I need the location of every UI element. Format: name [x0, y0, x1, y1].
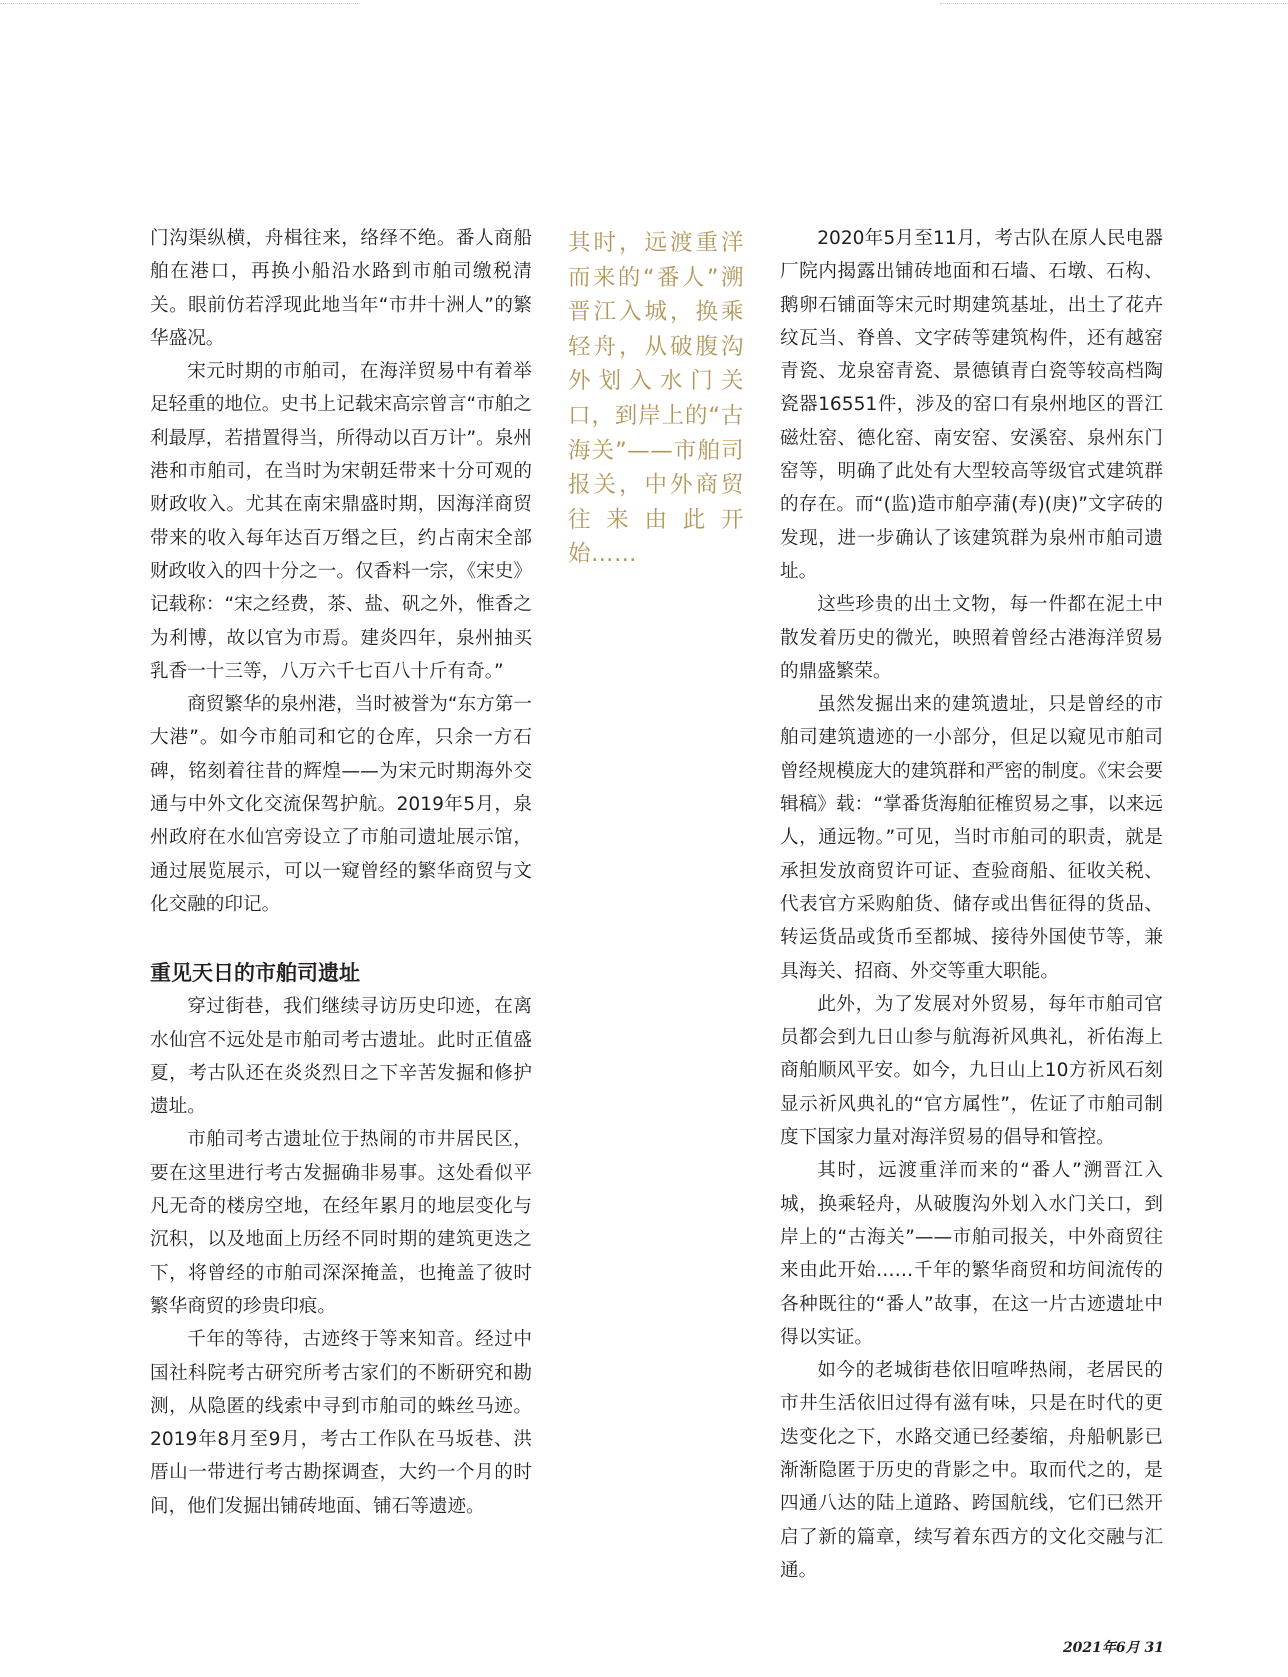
section-heading: 重见天日的市舶司遗址: [150, 961, 360, 986]
paragraph: 虽然发掘出来的建筑遗址，只是曾经的市舶司建筑遗迹的一小部分，但足以窥见市舶司曾经规模庞大的建筑群和严密的制度。《宋会要辑稿》载：“掌番货海舶征榷贸易之事，以来远人，通远物。”可见，当时市舶司的职责，就是承担发放商贸许可证、查验商船、征收关税、代表官方采购舶货、储存或出售征得的货品、转运货品或货币至都城、接待外国使节等，兼具海关、招商、外交等重大职能。: [780, 694, 1163, 982]
paragraph: 商贸繁华的泉州港，当时被誉为“东方第一大港”。如今市舶司和它的仓库，只余一方石碑，铭刻着往昔的辉煌——为宋元时期海外交通与中外文化交流保驾护航。2019年5月，泉州政府在水仙宫旁设立了市舶司遗址展示馆，通过展览展示，可以一窥曾经的繁华商贸与文化交融的印记。: [150, 694, 532, 915]
left-column: [150, 222, 532, 1523]
pull-quote: 其时，远渡重洋而来的“番人”溯晋江入城，换乘轻舟，从破腹沟外划入水门关口，到岸上的“古海关”——市舶司报关，中外商贸往来由此开始……: [568, 230, 744, 568]
paragraph: 此外，为了发展对外贸易，每年市舶司官员都会到九日山参与航海祈风典礼，祈佑海上商舶顺风平安。如今，九日山上10方祈风石刻显示祈风典礼的“官方属性”，佐证了市舶司制度下国家力量对海洋贸易的倡导和管控。: [780, 993, 1163, 1149]
paragraph: 2020年5月至11月，考古队在原人民电器厂院内揭露出铺砖地面和石墙、石墩、石构、鹅卵石铺面等宋元时期建筑基址，出土了花卉纹瓦当、脊兽、文字砖等建筑构件，还有越窑青瓷、龙泉窑青瓷、景德镇青白瓷等较高档陶瓷器16551件，涉及的窑口有泉州地区的晋江磁灶窑、德化窑、南安窑、安溪窑、泉州东门窑等，明确了此处有大型较高等级官式建筑群的存在。而“(监)造市舶亭蒲(寿)(庚)”文字砖的发现，进一步确认了该建筑群为泉州市舶司遗址。: [780, 228, 1163, 582]
paragraph: 这些珍贵的出土文物，每一件都在泥土中散发着历史的微光，映照着曾经古港海洋贸易的鼎盛繁荣。: [780, 594, 1163, 682]
paragraph: 如今的老城街巷依旧喧哗热闹，老居民的市井生活依旧过得有滋有味，只是在时代的更迭变化之下，水路交通已经萎缩，舟船帆影已渐渐隐匿于历史的背影之中。取而代之的，是四通八达的陆上道路、跨国航线，它们已然开启了新的篇章，续写着东西方的文化交融与汇通。: [780, 1360, 1163, 1581]
paragraph: 其时，远渡重洋而来的“番人”溯晋江入城，换乘轻舟，从破腹沟外划入水门关口，到岸上的“古海关”——市舶司报关，中外商贸往来由此开始……千年的繁华商贸和坊间流传的各种既往的“番人”故事，在这一片古迹遗址中得以实证。: [780, 1160, 1163, 1348]
paragraph: 市舶司考古遗址位于热闹的市井居民区，要在这里进行考古发掘确非易事。这处看似平凡无奇的楼房空地，在经年累月的地层变化与沉积，以及地面上历经不同时期的建筑更迭之下，将曾经的市舶司深深掩盖，也掩盖了彼时繁华商贸的珍贵印痕。: [150, 1129, 532, 1317]
top-divider-right: [940, 3, 1288, 4]
paragraph: 门沟渠纵横，舟楫往来，络绎不绝。番人商船舶在港口，再换小船沿水路到市舶司缴税清关。眼前仿若浮现此地当年“市井十洲人”的繁华盛况。: [150, 228, 532, 349]
right-column: [780, 222, 1163, 1587]
paragraph: 千年的等待，古迹终于等来知音。经过中国社科院考古研究所考古家们的不断研究和勘测，从隐匿的线索中寻到市舶司的蛛丝马迹。2019年8月至9月，考古工作队在马坂巷、洪厝山一带进行考古勘探调查，大约一个月的时间，他们发掘出铺砖地面、铺石等遗迹。: [150, 1329, 532, 1517]
top-divider-left: [0, 3, 360, 4]
paragraph: 宋元时期的市舶司，在海洋贸易中有着举足轻重的地位。史书上记载宋高宗曾言“市舶之利最厚，若措置得当，所得动以百万计”。泉州港和市舶司，在当时为宋朝廷带来十分可观的财政收入。尤其在南宋鼎盛时期，因海洋商贸带来的收入每年达百万缗之巨，约占南宋全部财政收入的四十分之一。仅香料一宗，《宋史》记载称：“宋之经费，茶、盐、矾之外，惟香之为利博，故以官为市焉。建炎四年，泉州抽买乳香一十三等，八万六千七百八十斤有奇。”: [150, 361, 532, 682]
page-folio: 2021年6月 31: [1062, 1640, 1164, 1656]
paragraph: 穿过街巷，我们继续寻访历史印迹，在离水仙宫不远处是市舶司考古遗址。此时正值盛夏，考古队还在炎炎烈日之下辛苦发掘和修护遗址。: [150, 996, 532, 1118]
